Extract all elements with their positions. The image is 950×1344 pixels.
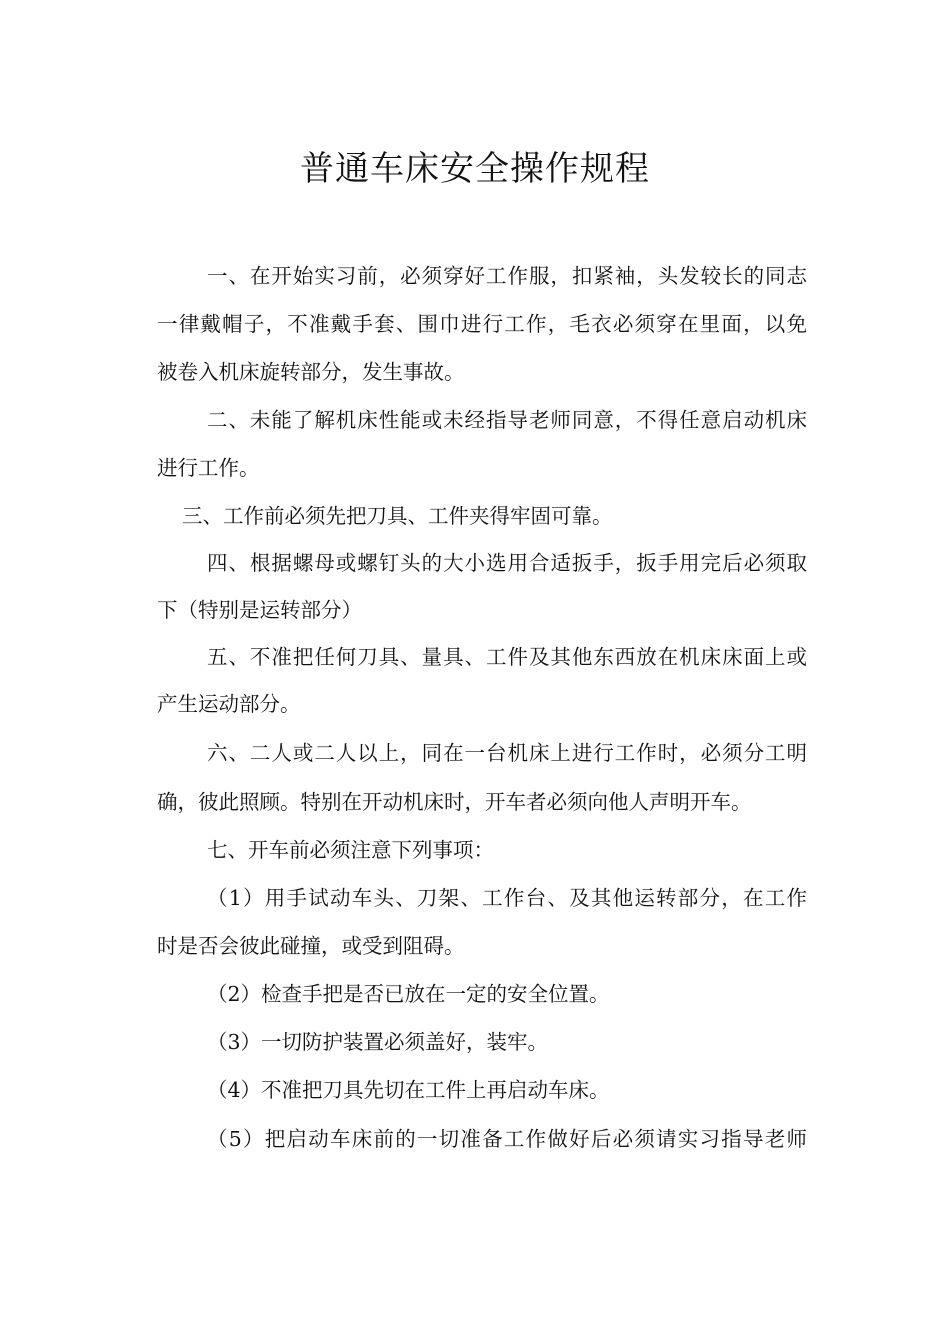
paragraph-5-line-1: 五、不准把任何刀具、量具、工件及其他东西放在机床床面上或	[207, 645, 807, 669]
paragraph-6-line-2: 确，彼此照顾。特别在开动机床时，开车者必须向他人声明开车。	[157, 790, 752, 814]
item-4: （4）不准把刀具先切在工件上再启动车床。	[207, 1078, 610, 1102]
item-1-line-1: （1）用手试动车头、刀架、工作台、及其他运转部分，在工作	[207, 886, 807, 910]
paragraph-6-line-1: 六、二人或二人以上，同在一台机床上进行工作时，必须分工明	[207, 741, 807, 765]
paragraph-2-line-2: 进行工作。	[157, 456, 260, 480]
item-3: （3）一切防护装置必须盖好，装牢。	[207, 1030, 549, 1054]
paragraph-4-line-2: 下（特别是运转部分）	[157, 598, 362, 622]
item-5-line-1: （5）把启动车床前的一切准备工作做好后必须请实习指导老师	[207, 1127, 807, 1151]
paragraph-5-line-2: 产生运动部分。	[157, 692, 301, 716]
paragraph-7: 七、开车前必须注意下列事项：	[207, 838, 494, 862]
item-2: （2）检查手把是否已放在一定的安全位置。	[207, 982, 610, 1006]
paragraph-4-line-1: 四、根据螺母或螺钉头的大小选用合适扳手，扳手用完后必须取	[207, 551, 807, 575]
item-1-line-2: 时是否会彼此碰撞，或受到阻碍。	[157, 934, 465, 958]
paragraph-3: 三、工作前必须先把刀具、工件夹得牢固可靠。	[182, 504, 613, 528]
paragraph-1-line-3: 被卷入机床旋转部分，发生事故。	[157, 360, 465, 384]
paragraph-1-line-2: 一律戴帽子，不准戴手套、围巾进行工作，毛衣必须穿在里面，以免	[157, 312, 807, 336]
document-title: 普通车床安全操作规程	[300, 149, 650, 189]
paragraph-1-line-1: 一、在开始实习前，必须穿好工作服，扣紧袖，头发较长的同志	[207, 264, 807, 288]
paragraph-2-line-1: 二、未能了解机床性能或未经指导老师同意，不得任意启动机床	[207, 408, 807, 432]
